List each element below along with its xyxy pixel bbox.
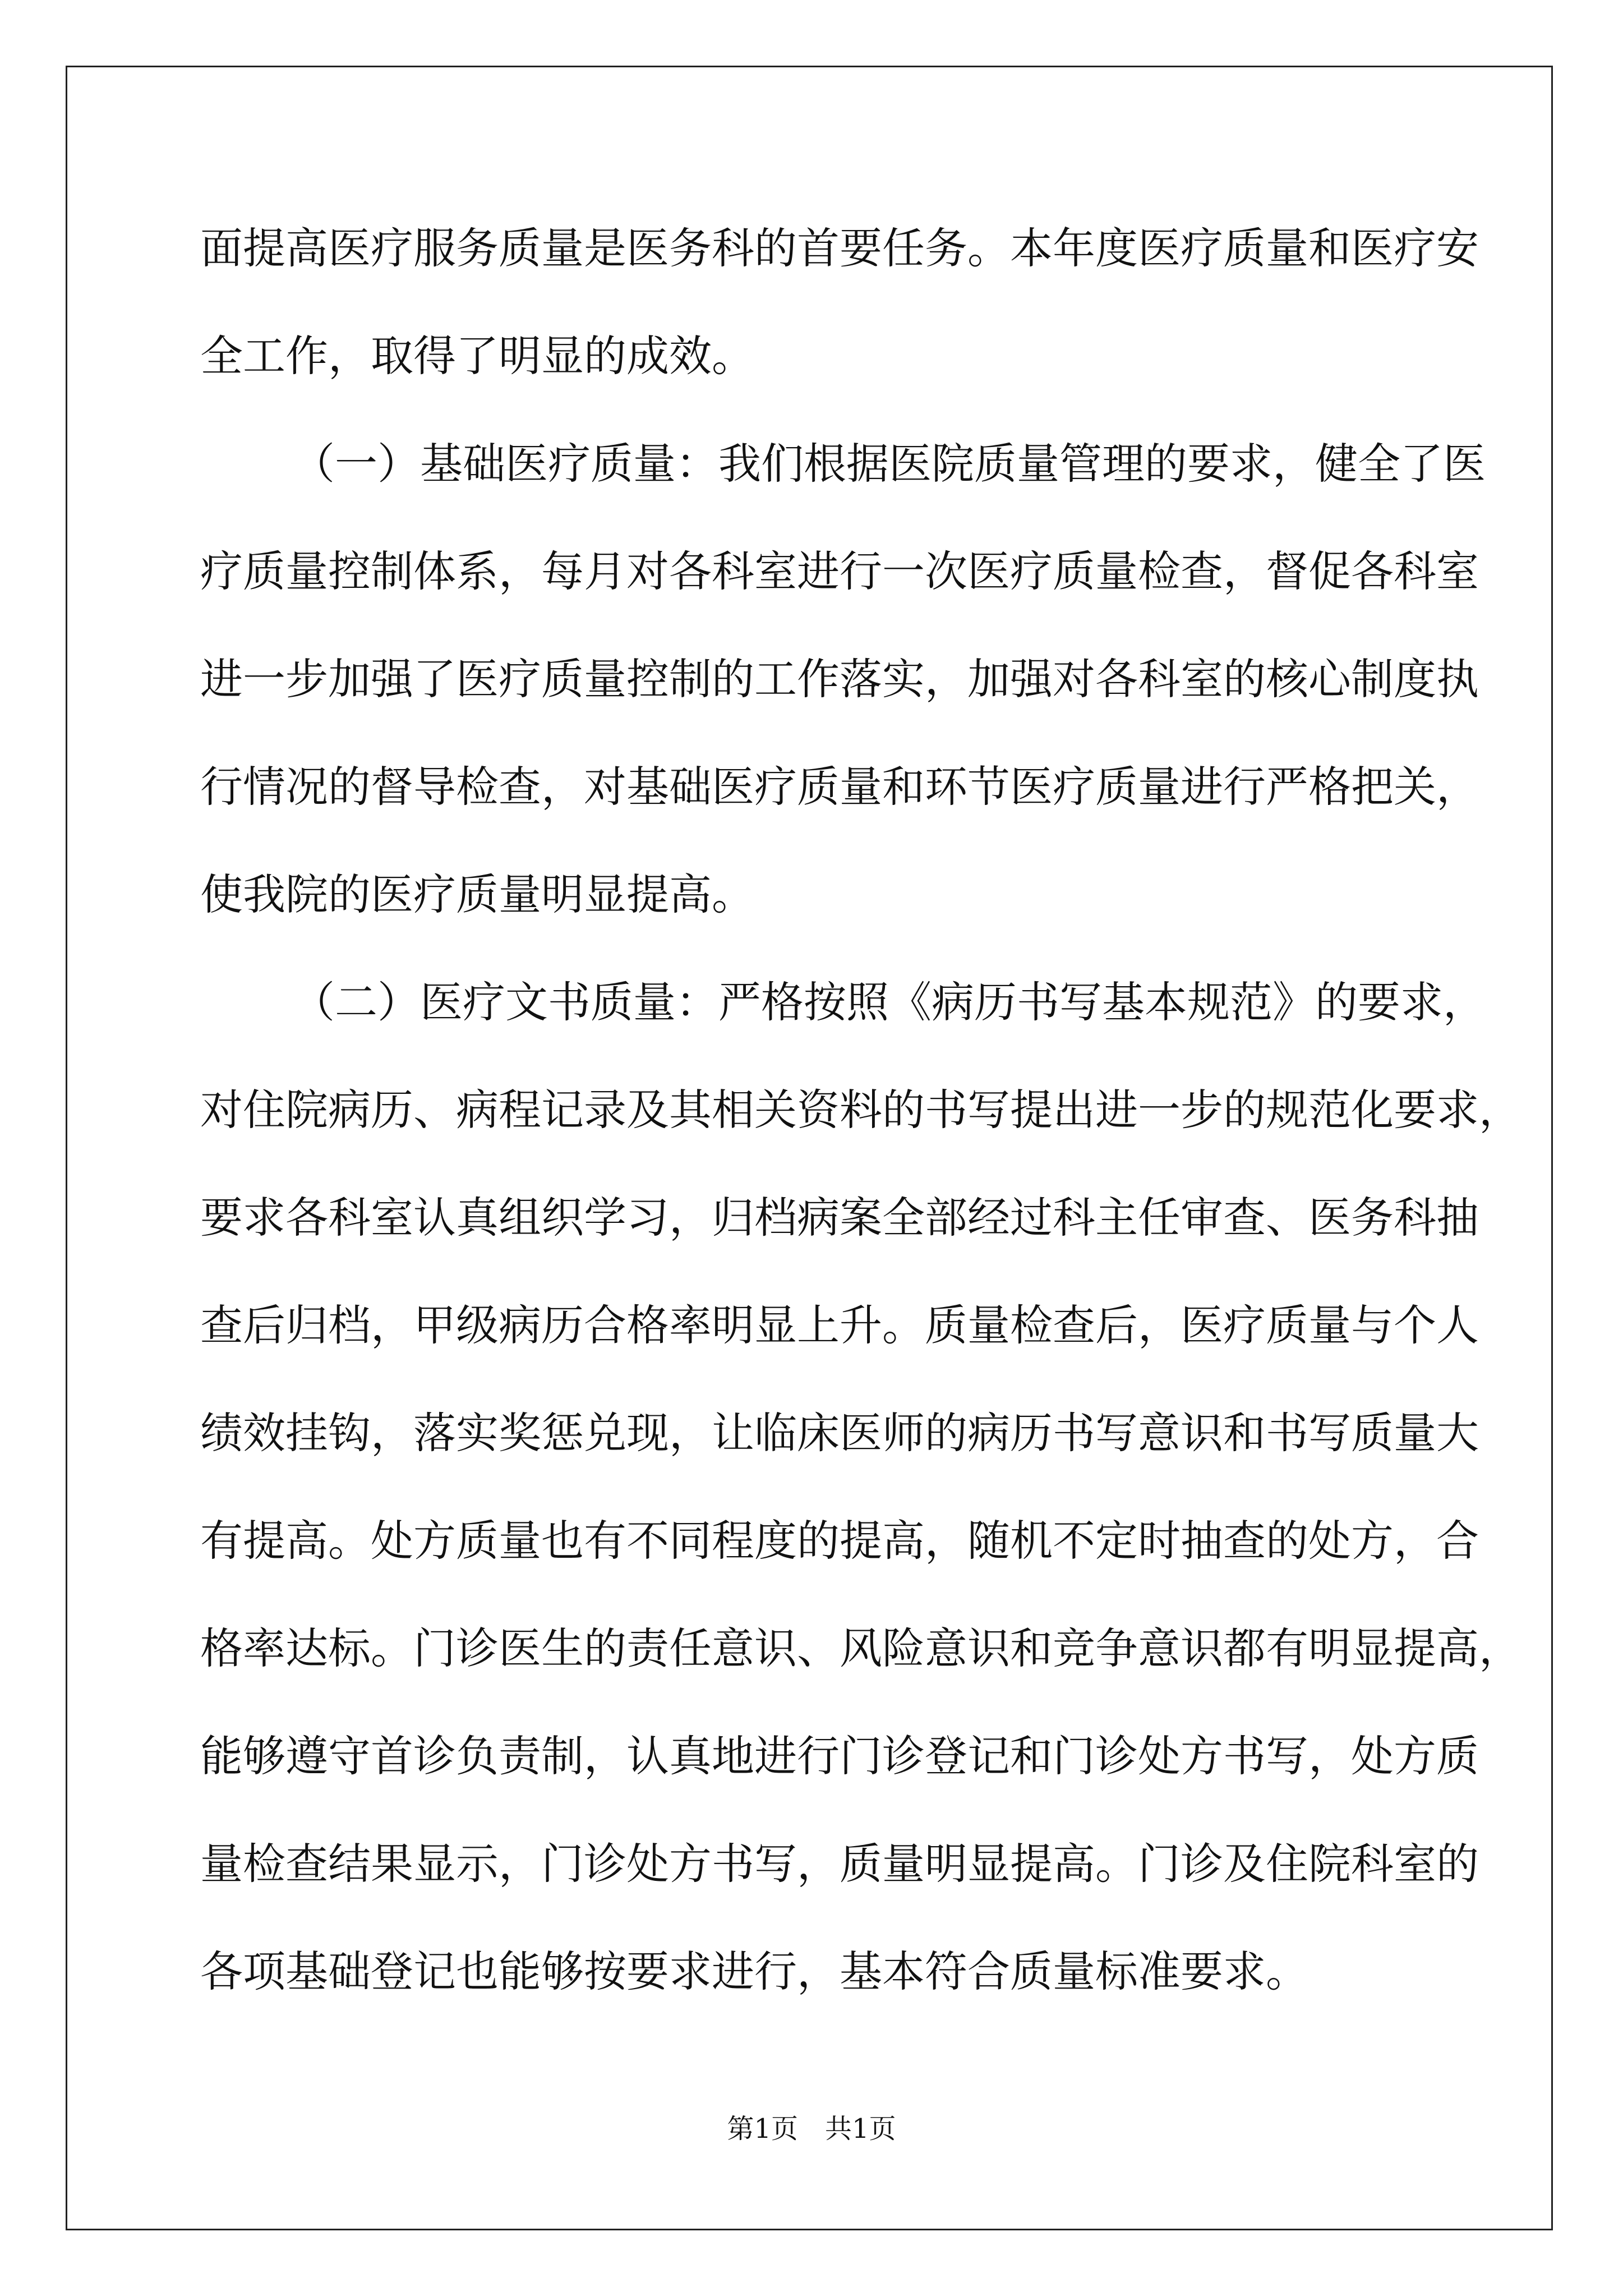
text-line: 对住院病历、病程记录及其相关资料的书写提出进一步的规范化要求， xyxy=(200,1085,1521,1135)
page-number: 第1页 xyxy=(727,2113,798,2145)
text-line: 面提高医疗服务质量是医务科的首要任务。本年度医疗质量和医疗安 xyxy=(200,223,1479,273)
text-line: 有提高。处方质量也有不同程度的提高，随机不定时抽查的处方，合 xyxy=(200,1516,1479,1566)
text-line: 能够遵守首诊负责制，认真地进行门诊登记和门诊处方书写，处方质 xyxy=(200,1731,1479,1781)
text-line: 要求各科室认真组织学习，归档病案全部经过科主任审查、医务科抽 xyxy=(200,1193,1479,1243)
text-line: 各项基础登记也能够按要求进行，基本符合质量标准要求。 xyxy=(200,1947,1308,1996)
text-line: 行情况的督导检查，对基础医疗质量和环节医疗质量进行严格把关， xyxy=(200,762,1479,812)
text-line: 疗质量控制体系，每月对各科室进行一次医疗质量检查，督促各科室 xyxy=(200,546,1479,596)
text-line: 格率达标。门诊医生的责任意识、风险意识和竞争意识都有明显提高， xyxy=(200,1623,1521,1673)
page-total: 共1页 xyxy=(825,2113,896,2145)
page-footer xyxy=(0,2112,1623,2146)
paragraph-first-line: （一）基础医疗质量：我们根据医院质量管理的要求，健全了医 xyxy=(292,439,1486,489)
paragraph-first-line: （二）医疗文书质量：严格按照《病历书写基本规范》的要求， xyxy=(292,977,1486,1027)
text-line: 量检查结果显示，门诊处方书写，质量明显提高。门诊及住院科室的 xyxy=(200,1839,1479,1889)
text-line: 全工作，取得了明显的成效。 xyxy=(200,331,754,381)
text-line: 进一步加强了医疗质量控制的工作落实，加强对各科室的核心制度执 xyxy=(200,654,1479,704)
text-line: 使我院的医疗质量明显提高。 xyxy=(200,869,754,919)
text-line: 绩效挂钩，落实奖惩兑现，让临床医师的病历书写意识和书写质量大 xyxy=(200,1408,1479,1458)
page-border xyxy=(66,66,1553,2230)
text-line: 查后归档，甲级病历合格率明显上升。质量检查后，医疗质量与个人 xyxy=(200,1300,1479,1350)
